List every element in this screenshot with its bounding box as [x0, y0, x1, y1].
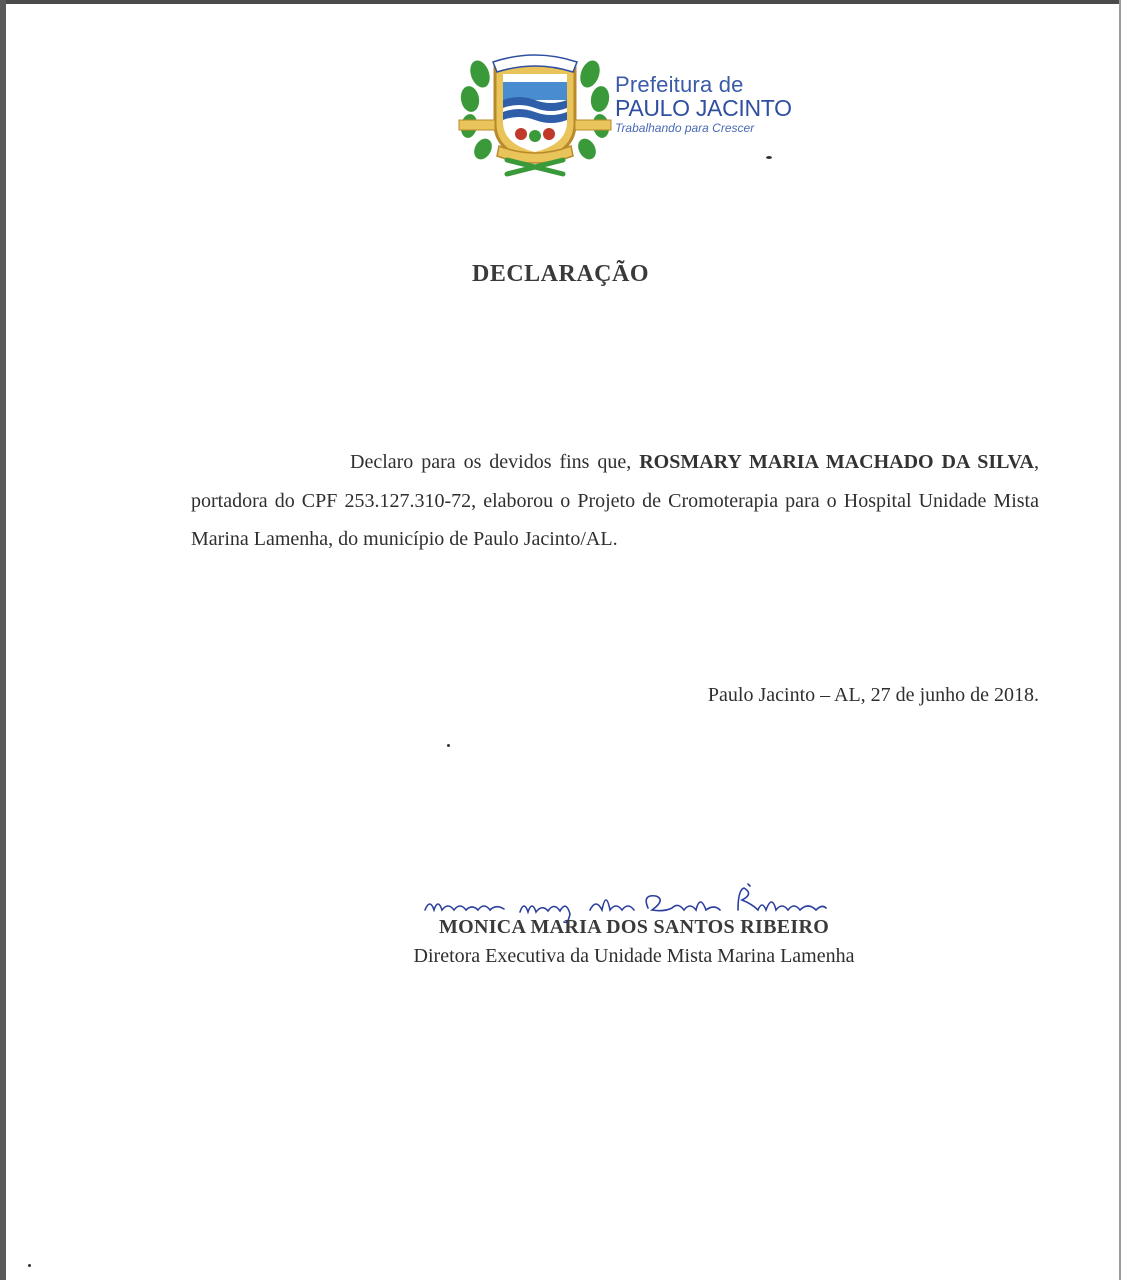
declared-person-name: ROSMARY MARIA MACHADO DA SILVA — [639, 451, 1034, 473]
place-and-date: Paulo Jacinto – AL, 27 de junho de 2018. — [707, 684, 1039, 706]
declaration-paragraph — [191, 443, 1039, 559]
declaration-rest: , portadora do CPF 253.127.310-72, elaborou o Projeto de Cromoterapia para o Hospital Unidade Mista Marina Lamenha, do município de Paulo Jacinto/AL. — [191, 451, 1039, 550]
signer-name: MONICA MARIA DOS SANTOS RIBEIRO — [438, 916, 830, 938]
scan-speck — [447, 744, 450, 747]
signer-role: Diretora Executiva da Unidade Mista Marina Lamenha — [413, 945, 855, 967]
declaration-intro: Declaro para os devidos fins que, — [350, 451, 640, 473]
scan-speck — [28, 1264, 31, 1267]
municipal-crest-icon — [455, 34, 615, 179]
brand-slogan: Trabalhando para Crescer — [615, 121, 755, 135]
brand-line-prefeitura: Prefeitura de — [615, 72, 744, 97]
scan-border-left — [0, 0, 6, 1280]
document-title: DECLARAÇÃO — [471, 261, 649, 287]
scan-speck — [766, 156, 772, 159]
brand-line-city: PAULO JACINTO — [615, 95, 792, 121]
municipality-brand — [615, 74, 792, 135]
scan-border-top — [0, 0, 1121, 4]
letterhead — [455, 34, 795, 184]
